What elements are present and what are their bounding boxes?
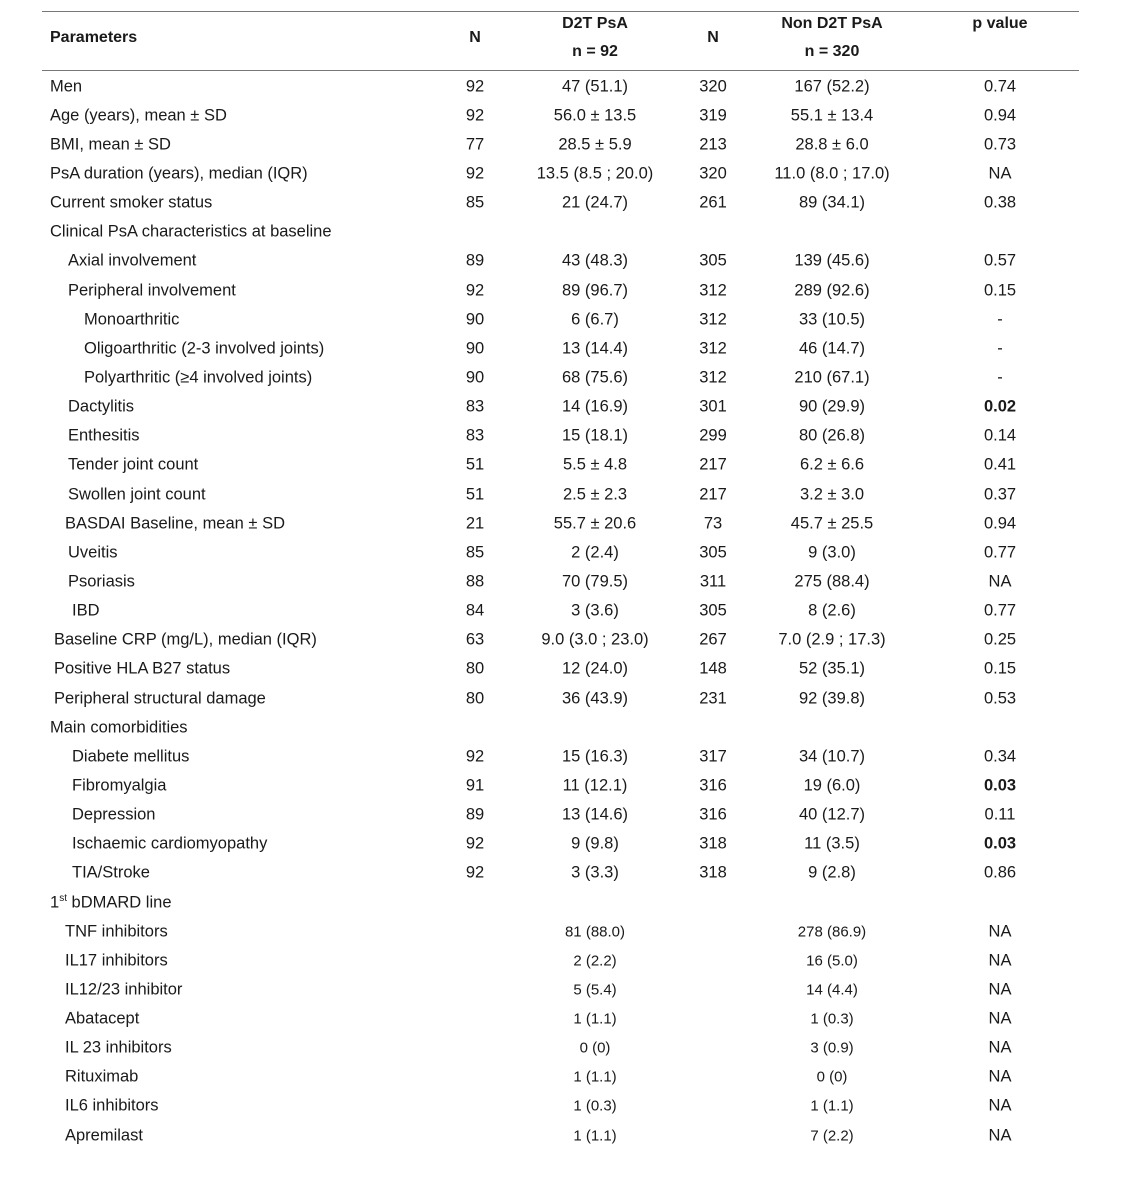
cell-non-d2t: 34 (10.7) (798, 747, 866, 766)
row-label-superscript: st (59, 892, 67, 904)
cell-p-value: 0.25 (983, 630, 1017, 649)
cell-non-d2t: 16 (5.0) (806, 952, 858, 970)
table-row (42, 684, 1079, 713)
cell-p-value: 0.14 (983, 426, 1017, 445)
cell-non-d2t: 9 (3.0) (808, 543, 856, 562)
header-non-d2t-psa: Non D2T PsA (781, 15, 883, 32)
cell-n-d2t: 92 (465, 106, 485, 125)
cell-non-d2t: 11.0 (8.0 ; 17.0) (774, 164, 890, 183)
cell-p-value: NA (988, 1067, 1012, 1086)
table-row (42, 801, 1079, 830)
cell-d2t: 2 (2.2) (573, 952, 617, 970)
row-label: Baseline CRP (mg/L), median (IQR) (54, 630, 317, 649)
table-row (42, 72, 1079, 101)
row-label: Dactylitis (68, 397, 135, 416)
header-n-d2t: N (469, 29, 481, 46)
row-label: BMI, mean ± SD (50, 135, 171, 154)
cell-d2t: 43 (48.3) (561, 251, 629, 270)
cell-p-value: NA (988, 1096, 1012, 1115)
cell-n-d2t: 91 (465, 776, 485, 795)
cell-n-non-d2t: 305 (699, 251, 727, 270)
cell-non-d2t: 167 (52.2) (794, 77, 870, 96)
row-label: Psoriasis (68, 572, 135, 591)
row-label: PsA duration (years), median (IQR) (50, 164, 308, 183)
row-label: BASDAI Baseline, mean ± SD (65, 514, 285, 533)
cell-n-non-d2t: 312 (699, 368, 727, 387)
table-row (42, 567, 1079, 596)
header-non-d2t-count: n = 320 (804, 43, 860, 60)
cell-p-value: NA (988, 164, 1012, 183)
cell-n-d2t: 83 (465, 426, 485, 445)
cell-non-d2t: 80 (26.8) (798, 426, 866, 445)
cell-d2t: 36 (43.9) (561, 689, 629, 708)
cell-n-d2t: 84 (465, 601, 485, 620)
row-label: Men (50, 77, 83, 96)
table-row (42, 130, 1079, 159)
cell-non-d2t: 7 (2.2) (810, 1127, 854, 1145)
cell-p-value: 0.94 (983, 514, 1017, 533)
row-label: Polyarthritic (≥4 involved joints) (84, 368, 313, 387)
cell-n-non-d2t: 261 (699, 193, 727, 212)
table-row (42, 334, 1079, 363)
cell-d2t: 13 (14.4) (561, 339, 629, 358)
cell-non-d2t: 139 (45.6) (794, 251, 870, 270)
cell-n-non-d2t: 320 (699, 77, 727, 96)
cell-n-non-d2t: 217 (699, 485, 727, 504)
cell-n-d2t: 51 (465, 455, 485, 474)
cell-d2t: 2.5 ± 2.3 (562, 485, 628, 504)
table-row (42, 509, 1079, 538)
cell-p-value: 0.03 (983, 834, 1017, 853)
cell-p-value: 0.15 (983, 281, 1017, 300)
cell-n-non-d2t: 305 (699, 601, 727, 620)
table-row (42, 189, 1079, 218)
cell-p-value: 0.77 (983, 543, 1017, 562)
cell-d2t: 47 (51.1) (561, 77, 629, 96)
cell-p-value: 0.37 (983, 485, 1017, 504)
row-label: Oligoarthritic (2-3 involved joints) (84, 339, 325, 358)
cell-n-d2t: 90 (465, 310, 485, 329)
cell-p-value: - (997, 368, 1003, 387)
cell-non-d2t: 89 (34.1) (798, 193, 866, 212)
row-label (50, 893, 172, 912)
cell-non-d2t: 90 (29.9) (798, 397, 866, 416)
cell-n-non-d2t: 317 (699, 747, 727, 766)
cell-p-value: NA (988, 951, 1012, 970)
cell-n-non-d2t: 319 (699, 106, 727, 125)
cell-p-value: 0.38 (983, 193, 1017, 212)
cell-n-non-d2t: 148 (699, 659, 727, 678)
cell-d2t: 13.5 (8.5 ; 20.0) (536, 164, 654, 183)
row-label-text: 1 (50, 893, 60, 911)
row-label: TIA/Stroke (72, 863, 150, 882)
cell-d2t: 56.0 ± 13.5 (553, 106, 637, 125)
cell-n-d2t: 92 (465, 747, 485, 766)
row-label: Diabete mellitus (72, 747, 190, 766)
cell-non-d2t: 3.2 ± 3.0 (799, 485, 865, 504)
cell-n-d2t: 63 (465, 630, 485, 649)
cell-non-d2t: 3 (0.9) (810, 1039, 854, 1057)
cell-d2t: 55.7 ± 20.6 (553, 514, 637, 533)
cell-d2t: 89 (96.7) (561, 281, 629, 300)
cell-p-value: 0.86 (983, 863, 1017, 882)
table-row (42, 888, 1079, 917)
table-row (42, 917, 1079, 946)
cell-d2t: 6 (6.7) (571, 310, 619, 329)
row-label: Age (years), mean ± SD (50, 106, 227, 125)
cell-p-value: NA (988, 980, 1012, 999)
cell-d2t: 12 (24.0) (561, 659, 629, 678)
cell-non-d2t: 33 (10.5) (798, 310, 866, 329)
cell-d2t: 28.5 ± 5.9 (558, 135, 632, 154)
cell-n-d2t: 92 (465, 281, 485, 300)
cell-n-non-d2t: 318 (699, 834, 727, 853)
table-row (42, 626, 1079, 655)
table-row (42, 276, 1079, 305)
row-label: Abatacept (65, 1009, 140, 1028)
cell-p-value: NA (988, 572, 1012, 591)
row-label: Clinical PsA characteristics at baseline (50, 222, 332, 241)
cell-non-d2t: 0 (0) (816, 1068, 848, 1086)
cell-n-d2t: 89 (465, 805, 485, 824)
cell-d2t: 3 (3.6) (571, 601, 619, 620)
cell-non-d2t: 289 (92.6) (794, 281, 870, 300)
cell-n-d2t: 85 (465, 193, 485, 212)
cell-non-d2t: 9 (2.8) (808, 863, 856, 882)
row-label: Ischaemic cardiomyopathy (72, 834, 268, 853)
cell-n-d2t: 85 (465, 543, 485, 562)
table-row (42, 742, 1079, 771)
table-row (42, 247, 1079, 276)
cell-non-d2t: 1 (1.1) (810, 1097, 854, 1115)
row-label: Monoarthritic (84, 310, 180, 329)
cell-n-d2t: 92 (465, 77, 485, 96)
row-label: Main comorbidities (50, 718, 188, 737)
table-row (42, 946, 1079, 975)
cell-p-value: 0.94 (983, 106, 1017, 125)
cell-non-d2t: 40 (12.7) (798, 805, 866, 824)
cell-p-value: 0.77 (983, 601, 1017, 620)
row-label: Tender joint count (68, 455, 199, 474)
cell-n-d2t: 90 (465, 339, 485, 358)
cell-non-d2t: 92 (39.8) (798, 689, 866, 708)
table-row (42, 975, 1079, 1004)
cell-d2t: 13 (14.6) (561, 805, 629, 824)
cell-non-d2t: 52 (35.1) (798, 659, 866, 678)
cell-d2t: 1 (1.1) (573, 1010, 617, 1028)
row-label: Peripheral structural damage (54, 689, 266, 708)
cell-d2t: 21 (24.7) (561, 193, 629, 212)
cell-n-d2t: 88 (465, 572, 485, 591)
table-row (42, 1005, 1079, 1034)
cell-non-d2t: 46 (14.7) (798, 339, 866, 358)
cell-d2t: 70 (79.5) (561, 572, 629, 591)
cell-n-d2t: 21 (465, 514, 485, 533)
cell-non-d2t: 28.8 ± 6.0 (795, 135, 869, 154)
cell-d2t: 15 (16.3) (561, 747, 629, 766)
table-row (42, 363, 1079, 392)
cell-d2t: 5.5 ± 4.8 (562, 455, 628, 474)
cell-n-d2t: 83 (465, 397, 485, 416)
cell-non-d2t: 8 (2.6) (808, 601, 856, 620)
table-row (42, 1034, 1079, 1063)
header-n-non-d2t: N (707, 29, 719, 46)
table-row (42, 451, 1079, 480)
table-row (42, 305, 1079, 334)
row-label: Rituximab (65, 1067, 139, 1086)
cell-n-d2t: 92 (465, 863, 485, 882)
table-row (42, 538, 1079, 567)
header-d2t-count: n = 92 (572, 43, 618, 60)
cell-d2t: 0 (0) (579, 1039, 611, 1057)
cell-n-d2t: 92 (465, 834, 485, 853)
cell-p-value: 0.57 (983, 251, 1017, 270)
row-label: Positive HLA B27 status (54, 659, 231, 678)
cell-d2t: 3 (3.3) (571, 863, 619, 882)
row-label: Peripheral involvement (68, 281, 236, 300)
cell-n-non-d2t: 312 (699, 281, 727, 300)
cell-non-d2t: 45.7 ± 25.5 (790, 514, 874, 533)
cell-non-d2t: 278 (86.9) (797, 923, 867, 941)
table-row (42, 422, 1079, 451)
table-body (42, 72, 1079, 1150)
table-row (42, 1092, 1079, 1121)
row-label: IL6 inhibitors (65, 1096, 159, 1115)
table-row (42, 830, 1079, 859)
row-label: Swollen joint count (68, 485, 206, 504)
cell-non-d2t: 7.0 (2.9 ; 17.3) (778, 630, 886, 649)
cell-n-d2t: 89 (465, 251, 485, 270)
row-label: Current smoker status (50, 193, 213, 212)
header-p-value: p value (972, 15, 1028, 32)
cell-non-d2t: 11 (3.5) (804, 834, 860, 853)
cell-n-non-d2t: 316 (699, 776, 727, 795)
cell-p-value: 0.03 (983, 776, 1017, 795)
cell-d2t: 81 (88.0) (564, 923, 626, 941)
cell-n-d2t: 92 (465, 164, 485, 183)
cell-p-value: 0.11 (984, 805, 1016, 824)
header-d2t-psa: D2T PsA (562, 15, 628, 32)
cell-d2t: 14 (16.9) (561, 397, 629, 416)
cell-d2t: 1 (0.3) (573, 1097, 617, 1115)
table-row (42, 101, 1079, 130)
cell-p-value: 0.41 (983, 455, 1017, 474)
cell-d2t: 1 (1.1) (573, 1127, 617, 1145)
cell-p-value: 0.02 (983, 397, 1017, 416)
row-label: Uveitis (68, 543, 118, 562)
cell-d2t: 11 (12.1) (562, 776, 628, 795)
cell-p-value: - (997, 310, 1003, 329)
table-top-rule (42, 11, 1079, 12)
cell-n-non-d2t: 318 (699, 863, 727, 882)
cell-d2t: 9.0 (3.0 ; 23.0) (541, 630, 649, 649)
row-label: IBD (72, 601, 100, 620)
cell-n-non-d2t: 320 (699, 164, 727, 183)
cell-n-d2t: 77 (465, 135, 485, 154)
cell-d2t: 9 (9.8) (571, 834, 619, 853)
table-row (42, 655, 1079, 684)
cell-n-d2t: 80 (465, 689, 485, 708)
cell-p-value: 0.74 (983, 77, 1017, 96)
table-row (42, 597, 1079, 626)
cell-p-value: 0.53 (983, 689, 1017, 708)
cell-non-d2t: 1 (0.3) (810, 1010, 854, 1028)
cell-d2t: 2 (2.4) (571, 543, 619, 562)
cell-d2t: 1 (1.1) (573, 1068, 617, 1086)
cell-non-d2t: 6.2 ± 6.6 (799, 455, 865, 474)
cell-n-non-d2t: 217 (699, 455, 727, 474)
cell-non-d2t: 275 (88.4) (794, 572, 870, 591)
cell-n-d2t: 90 (465, 368, 485, 387)
cell-p-value: 0.15 (983, 659, 1017, 678)
cell-p-value: NA (988, 1038, 1012, 1057)
cell-d2t: 5 (5.4) (573, 981, 617, 999)
cell-non-d2t: 210 (67.1) (794, 368, 870, 387)
cell-p-value: NA (988, 1009, 1012, 1028)
row-label: Enthesitis (68, 426, 140, 445)
cell-d2t: 68 (75.6) (561, 368, 629, 387)
table-row (42, 771, 1079, 800)
table-row (42, 713, 1079, 742)
cell-n-non-d2t: 312 (699, 310, 727, 329)
table-row (42, 159, 1079, 188)
table-row (42, 218, 1079, 247)
cell-p-value: 0.34 (983, 747, 1017, 766)
header-bottom-rule (42, 70, 1079, 71)
cell-n-non-d2t: 311 (699, 572, 727, 591)
row-label: IL12/23 inhibitor (65, 980, 183, 999)
table-row (42, 1063, 1079, 1092)
cell-p-value: NA (988, 922, 1012, 941)
cell-p-value: 0.73 (983, 135, 1017, 154)
cell-n-non-d2t: 316 (699, 805, 727, 824)
table-row (42, 393, 1079, 422)
cell-d2t: 15 (18.1) (561, 426, 629, 445)
table-row (42, 480, 1079, 509)
cell-n-d2t: 80 (465, 659, 485, 678)
row-label: Axial involvement (68, 251, 197, 270)
cell-n-d2t: 51 (465, 485, 485, 504)
row-label: TNF inhibitors (65, 922, 168, 941)
cell-n-non-d2t: 305 (699, 543, 727, 562)
cell-n-non-d2t: 231 (699, 689, 727, 708)
cell-n-non-d2t: 299 (699, 426, 727, 445)
cell-p-value: - (997, 339, 1003, 358)
row-label: Depression (72, 805, 156, 824)
cell-n-non-d2t: 213 (699, 135, 727, 154)
cell-n-non-d2t: 312 (699, 339, 727, 358)
row-label: IL 23 inhibitors (65, 1038, 172, 1057)
cell-non-d2t: 14 (4.4) (806, 981, 858, 999)
row-label: IL17 inhibitors (65, 951, 168, 970)
cell-n-non-d2t: 73 (703, 514, 723, 533)
row-label-text-rest: bDMARD line (66, 893, 172, 911)
cell-n-non-d2t: 301 (699, 397, 727, 416)
table-row (42, 1121, 1079, 1150)
cell-p-value: NA (988, 1126, 1012, 1145)
table-row (42, 859, 1079, 888)
header-parameters: Parameters (50, 29, 138, 46)
row-label: Fibromyalgia (72, 776, 167, 795)
cell-non-d2t: 55.1 ± 13.4 (790, 106, 874, 125)
row-label: Apremilast (65, 1126, 143, 1145)
cell-n-non-d2t: 267 (699, 630, 727, 649)
cell-non-d2t: 19 (6.0) (803, 776, 861, 795)
